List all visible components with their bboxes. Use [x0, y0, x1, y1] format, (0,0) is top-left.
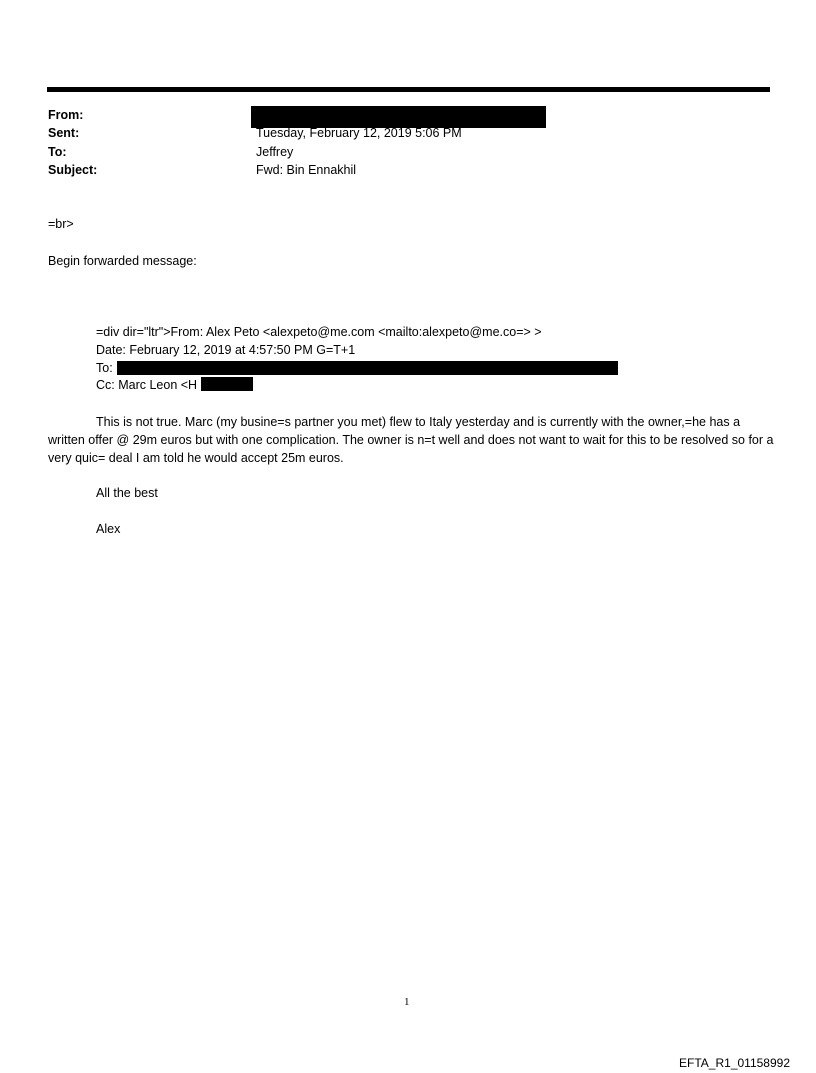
- from-redaction: [251, 106, 546, 128]
- subject-label: Subject:: [48, 163, 98, 177]
- page-number: 1: [404, 996, 410, 1008]
- forwarded-cc-redaction: [201, 377, 253, 391]
- begin-forwarded-line: Begin forwarded message:: [48, 254, 197, 268]
- signature-line: Alex: [96, 522, 121, 536]
- to-value: Jeffrey: [256, 145, 294, 159]
- header-rule: [47, 87, 770, 92]
- forwarded-to-redaction: [117, 361, 618, 375]
- document-id: EFTA_R1_01158992: [679, 1056, 790, 1070]
- sent-label: Sent:: [48, 126, 80, 140]
- closing-line: All the best: [96, 486, 158, 500]
- forwarded-date-line: Date: February 12, 2019 at 4:57:50 PM G=T+1: [96, 343, 356, 357]
- forwarded-from-line: =div dir="ltr">From: Alex Peto <alexpeto@me.com <mailto:alexpeto@me.co=> >: [96, 325, 542, 339]
- to-label: To:: [48, 145, 67, 159]
- forwarded-to-label: To:: [96, 361, 113, 375]
- subject-value: Fwd: Bin Ennakhil: [256, 163, 357, 177]
- sent-value: Tuesday, February 12, 2019 5:06 PM: [256, 126, 462, 140]
- from-label: From:: [48, 108, 84, 122]
- forwarded-cc-line: Cc: Marc Leon <H: [96, 378, 198, 392]
- br-line: =br>: [48, 217, 74, 231]
- message-paragraph: This is not true. Marc (my busine=s partner you met) flew to Italy yesterday and is currently with the owner,=he has a written offer @ 29m euros but with one complication. The owner is n=t well and does not want to wait for this to be resolved so for a very quic= deal I am told he would accept 25m euros.: [48, 415, 774, 465]
